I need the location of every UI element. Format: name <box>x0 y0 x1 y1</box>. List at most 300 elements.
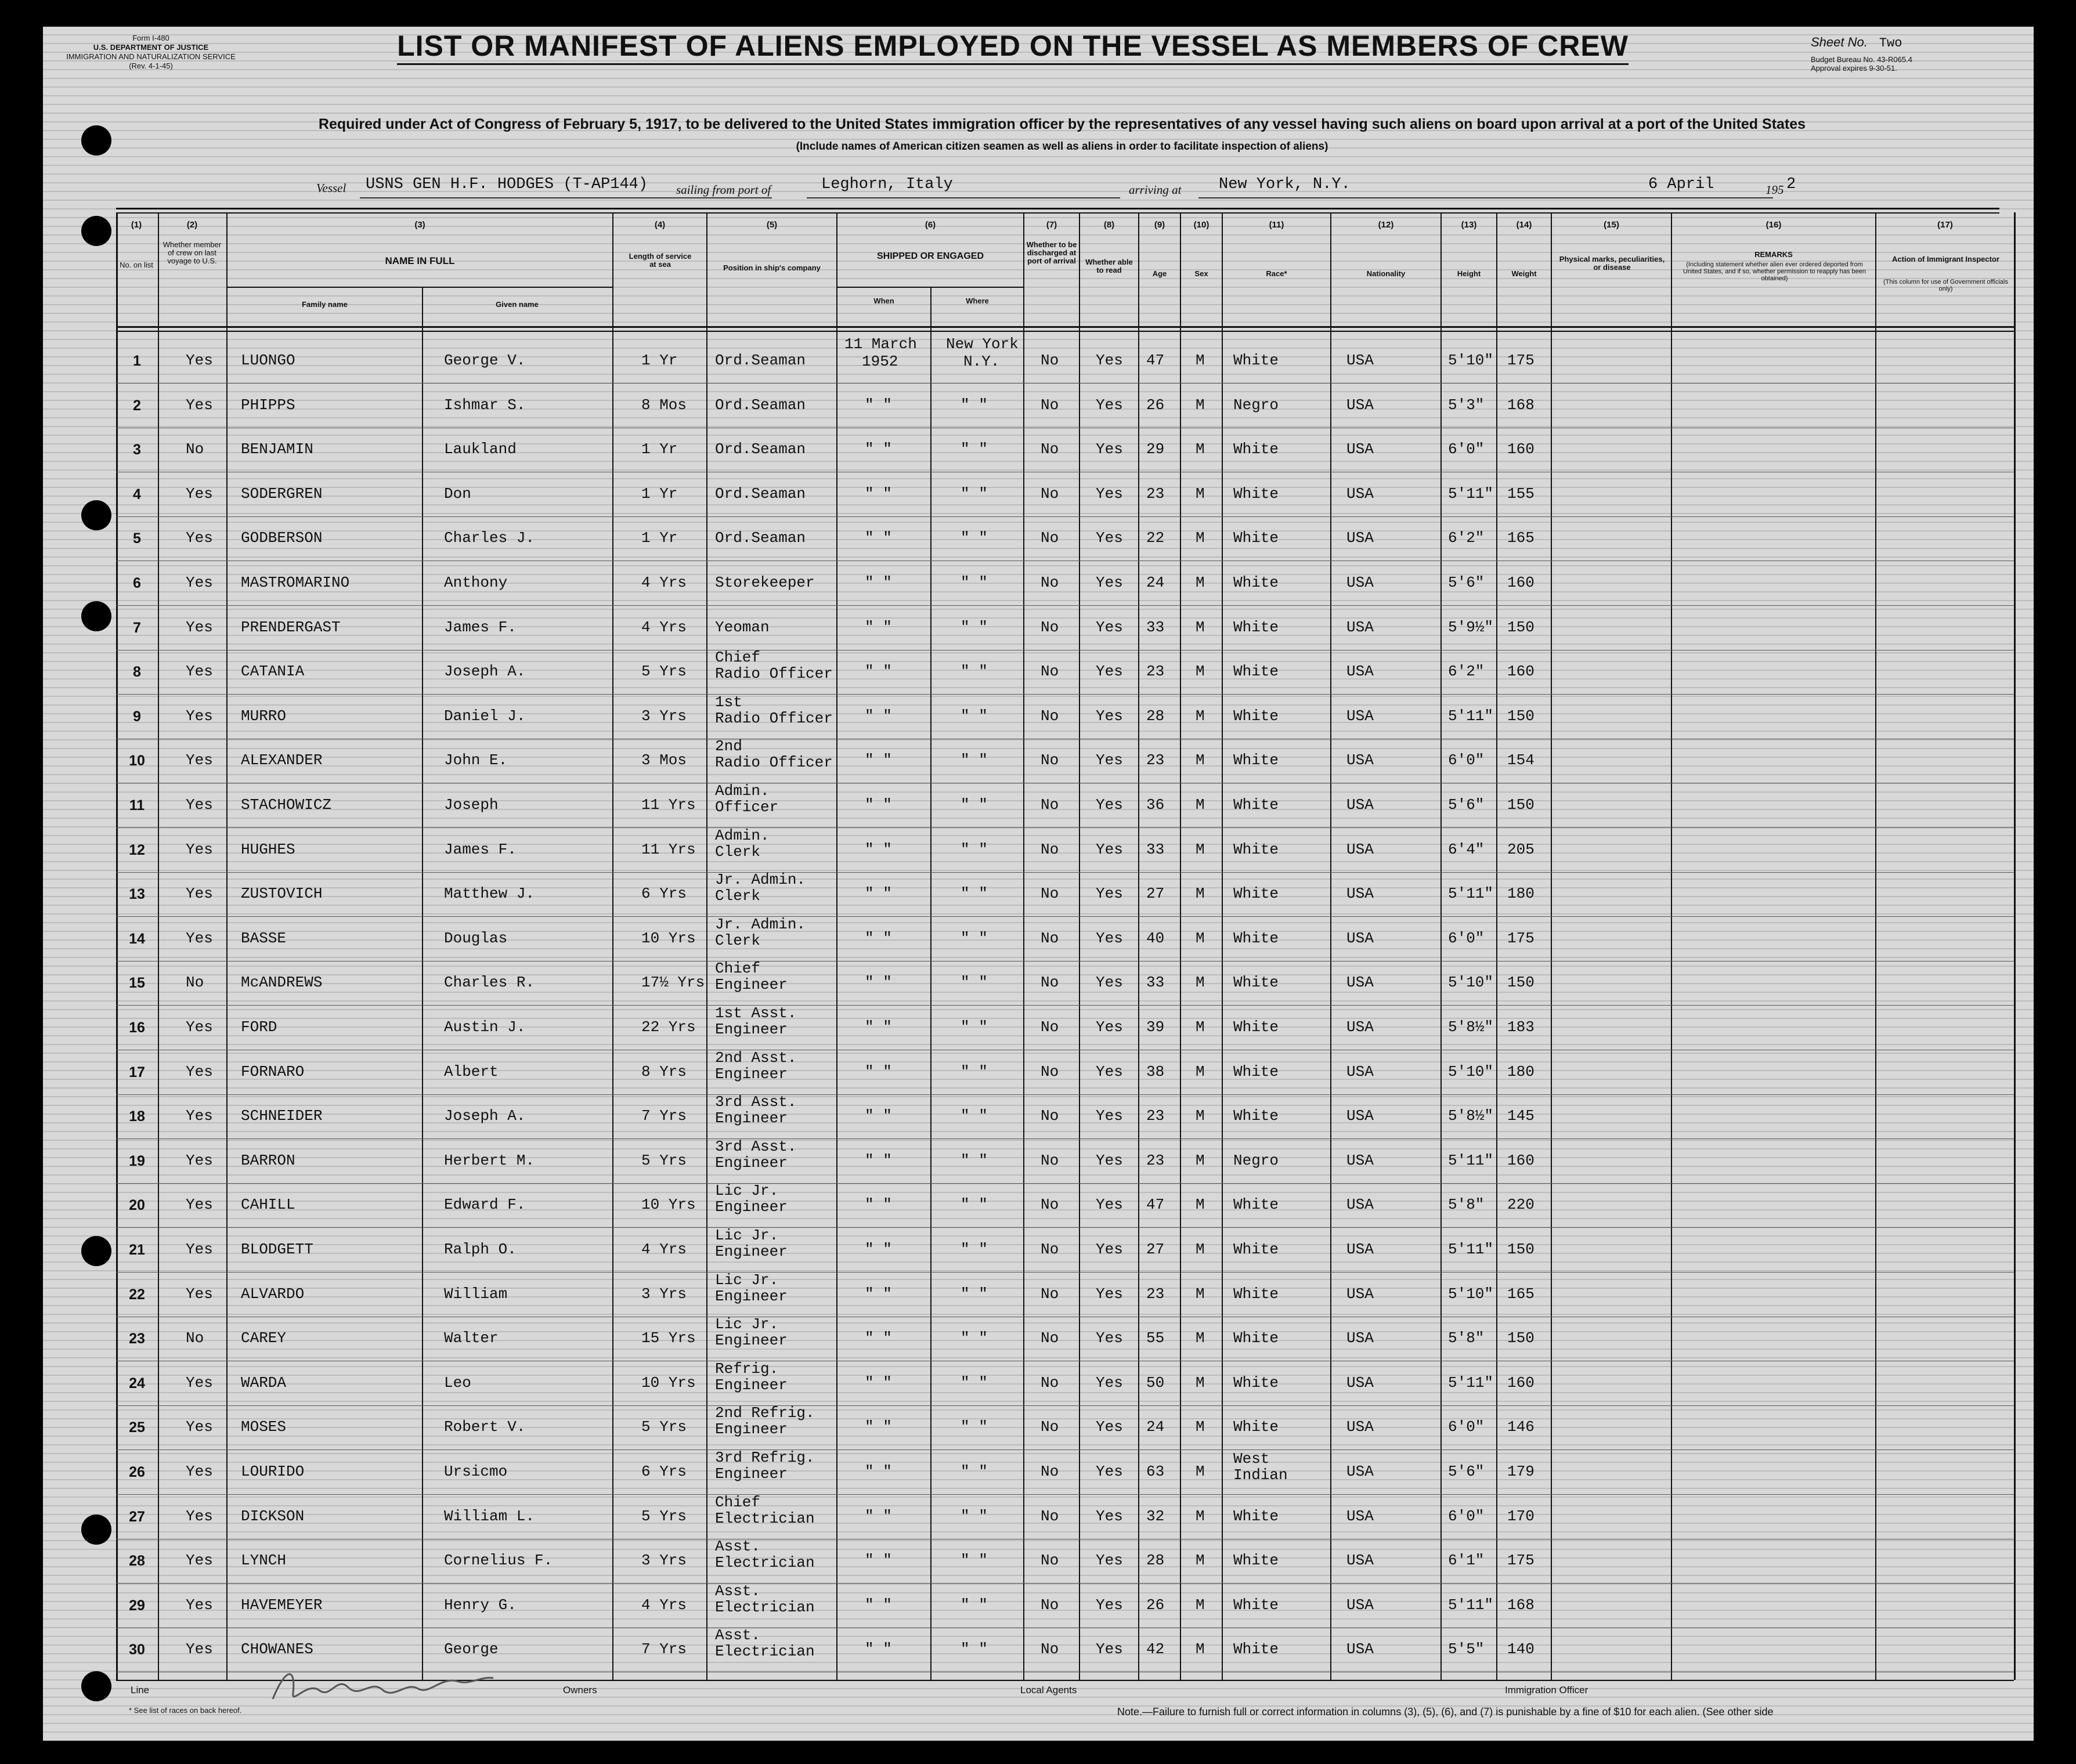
sex: M <box>1196 1018 1205 1036</box>
weight: 150 <box>1507 1241 1535 1258</box>
given-name: Walter <box>444 1329 499 1347</box>
sex: M <box>1196 1640 1205 1658</box>
position-line-1: Lic Jr. <box>715 1227 779 1244</box>
position-line-1: Chief <box>715 960 761 977</box>
position-line-1: Lic Jr. <box>715 1271 779 1289</box>
weight: 180 <box>1507 885 1535 902</box>
family-name: BENJAMIN <box>241 440 313 458</box>
position-line-1: 1st <box>715 693 742 711</box>
shipped-when: " " <box>865 1285 892 1303</box>
age: 42 <box>1146 1640 1165 1658</box>
sex: M <box>1196 1329 1205 1347</box>
sex: M <box>1196 707 1205 725</box>
height: 5'10" <box>1448 974 1494 991</box>
weight: 180 <box>1507 1063 1535 1080</box>
row-number: 17 <box>129 1064 145 1080</box>
age: 32 <box>1146 1508 1165 1525</box>
col-15-header: Physical marks, peculiarities, or disease <box>1559 255 1665 272</box>
budget-bureau <box>1811 55 1967 73</box>
length-of-service: 3 Yrs <box>641 1552 687 1569</box>
shipped-when: " " <box>865 707 892 725</box>
given-name: John E. <box>444 751 508 769</box>
discharged: No <box>1041 1329 1059 1347</box>
sheet-number-value: Two <box>1879 36 1902 50</box>
able-to-read: Yes <box>1096 707 1123 725</box>
shipped-where: " " <box>961 1241 988 1258</box>
vessel-label: Vessel <box>316 181 346 195</box>
sex: M <box>1196 396 1205 414</box>
age: 23 <box>1146 751 1165 769</box>
sex: M <box>1196 1552 1205 1569</box>
race: White <box>1233 1241 1279 1258</box>
discharged: No <box>1041 485 1059 503</box>
shipped-where: " " <box>961 485 988 503</box>
col-3-number: (3) <box>414 220 425 230</box>
family-name: WARDA <box>241 1374 287 1391</box>
row-number: 4 <box>133 486 141 503</box>
col-7-number: (7) <box>1046 220 1057 230</box>
length-of-service: 7 Yrs <box>641 1107 687 1125</box>
shipped-when: " " <box>865 1463 892 1480</box>
family-name: GODBERSON <box>241 529 323 547</box>
discharged: No <box>1041 707 1059 725</box>
punch-hole <box>81 1671 111 1701</box>
nationality: USA <box>1346 663 1374 680</box>
department: U.S. DEPARTMENT OF JUSTICE <box>93 43 209 52</box>
family-name: LYNCH <box>241 1552 287 1569</box>
family-name: MOSES <box>241 1418 287 1436</box>
weight: 175 <box>1507 930 1535 947</box>
col-5-number: (5) <box>766 220 778 230</box>
position-line-2: Radio Officer <box>715 665 833 682</box>
sailing-label: sailing from port of <box>676 183 771 197</box>
able-to-read: Yes <box>1096 1285 1123 1303</box>
row-number: 23 <box>129 1331 145 1347</box>
row-rule <box>116 872 2014 873</box>
age: 24 <box>1146 574 1165 591</box>
race: White <box>1233 1552 1279 1569</box>
position-line-2: Clerk <box>715 843 761 861</box>
column-rule <box>226 212 228 1680</box>
shipped-when: " " <box>865 1241 892 1258</box>
family-name: FORD <box>241 1018 277 1036</box>
row-number: 6 <box>133 575 141 591</box>
previous-voyage: Yes <box>186 1196 213 1213</box>
form-number: Form I-480 <box>132 34 169 42</box>
race: White <box>1233 707 1279 725</box>
height: 6'4" <box>1448 841 1485 858</box>
able-to-read: Yes <box>1096 1152 1123 1169</box>
weight: 170 <box>1507 1508 1535 1525</box>
race: Negro <box>1233 396 1279 414</box>
sailing-port: Leghorn, Italy <box>821 176 953 193</box>
shipped-when: " " <box>865 619 892 636</box>
punch-hole <box>81 500 111 530</box>
able-to-read: Yes <box>1096 841 1123 858</box>
shipped-where: " " <box>961 1063 988 1080</box>
age: 23 <box>1146 1107 1165 1125</box>
weight: 150 <box>1507 974 1535 991</box>
page-title: LIST OR MANIFEST OF ALIENS EMPLOYED ON THE VESSEL AS MEMBERS OF CREW <box>302 29 1724 63</box>
race-line-2: Indian <box>1233 1466 1288 1484</box>
position-line-1: 1st Asst. <box>715 1004 797 1022</box>
age: 28 <box>1146 707 1165 725</box>
row-rule <box>116 1449 2014 1450</box>
family-name: ALEXANDER <box>241 751 323 769</box>
position-line-1: Lic Jr. <box>715 1182 779 1199</box>
sex: M <box>1196 1596 1205 1614</box>
length-of-service: 10 Yrs <box>641 1196 696 1213</box>
column-rule <box>1496 212 1497 1680</box>
nationality: USA <box>1346 751 1374 769</box>
weight: 160 <box>1507 574 1535 591</box>
discharged: No <box>1041 396 1059 414</box>
shipped-where: " " <box>961 707 988 725</box>
given-name: Charles J. <box>444 529 535 547</box>
weight: 160 <box>1507 440 1535 458</box>
discharged: No <box>1041 440 1059 458</box>
discharged: No <box>1041 1374 1059 1391</box>
discharged: No <box>1041 1196 1059 1213</box>
nationality: USA <box>1346 396 1374 414</box>
col-5-header: Position in ship's company <box>723 263 821 272</box>
length-of-service: 22 Yrs <box>641 1018 696 1036</box>
length-of-service: 6 Yrs <box>641 885 687 902</box>
height: 6'0" <box>1448 440 1485 458</box>
shipped-where: " " <box>961 885 988 902</box>
approval-expiry: Approval expires 9-30-51. <box>1811 64 1897 73</box>
position: Ord.Seaman <box>715 352 806 369</box>
able-to-read: Yes <box>1096 1063 1123 1080</box>
discharged: No <box>1041 1596 1059 1614</box>
sex: M <box>1196 974 1205 991</box>
required-text: Required under Act of Congress of February 5, 1917, to be delivered to the United States immigration officer by the representatives of any vessel having such aliens on board upon arrival at a port of the United States <box>318 116 1806 132</box>
length-of-service: 5 Yrs <box>641 1152 687 1169</box>
race: White <box>1233 930 1279 947</box>
able-to-read: Yes <box>1096 1596 1123 1614</box>
given-name: Joseph <box>444 796 499 814</box>
footer-agents-label: Local Agents <box>1020 1685 1077 1696</box>
column-rule <box>1671 212 1672 1680</box>
punch-hole <box>81 601 111 631</box>
weight: 160 <box>1507 1152 1535 1169</box>
weight: 168 <box>1507 1596 1535 1614</box>
given-name: William <box>444 1285 508 1303</box>
row-rule <box>116 383 2014 384</box>
footer-officer-label: Immigration Officer <box>1505 1685 1588 1696</box>
position: Yeoman <box>715 619 770 636</box>
sex: M <box>1196 663 1205 680</box>
nationality: USA <box>1346 1418 1374 1436</box>
col-4-number: (4) <box>654 220 666 230</box>
sex: M <box>1196 1196 1205 1213</box>
weight: 160 <box>1507 1374 1535 1391</box>
nationality: USA <box>1346 574 1374 591</box>
given-name-header: Given name <box>496 300 539 309</box>
nationality: USA <box>1346 974 1374 991</box>
able-to-read: Yes <box>1096 1329 1123 1347</box>
height: 6'1" <box>1448 1552 1485 1569</box>
col-11-number: (11) <box>1269 220 1284 230</box>
family-name: STACHOWICZ <box>241 796 332 814</box>
row-number: 20 <box>129 1197 145 1213</box>
age: 33 <box>1146 841 1165 858</box>
service: IMMIGRATION AND NATURALIZATION SERVICE <box>66 52 236 61</box>
position-line-2: Clerk <box>715 887 761 905</box>
nationality: USA <box>1346 485 1374 503</box>
column-rule <box>1079 212 1080 1680</box>
position-line-1: Jr. Admin. <box>715 916 806 933</box>
row-number: 15 <box>129 975 145 991</box>
row-number: 10 <box>129 753 145 769</box>
column-rule <box>836 212 837 1680</box>
discharged: No <box>1041 1063 1059 1080</box>
position-line-2: Engineer <box>715 1065 788 1083</box>
weight: 146 <box>1507 1418 1535 1436</box>
length-of-service: 8 Mos <box>641 396 687 414</box>
row-rule <box>116 1494 2014 1495</box>
given-name: Anthony <box>444 574 508 591</box>
shipped-when: " " <box>865 529 892 547</box>
row-rule <box>116 1005 2014 1006</box>
footer-line-label: Line <box>131 1685 150 1696</box>
col-8-header: Whether able to read <box>1085 258 1133 274</box>
col-9-header: Age <box>1152 269 1167 278</box>
age: 26 <box>1146 1596 1165 1614</box>
weight: 183 <box>1507 1018 1535 1036</box>
weight: 175 <box>1507 352 1535 369</box>
position-line-1: Admin. <box>715 782 770 800</box>
given-name: James F. <box>444 841 517 858</box>
sex: M <box>1196 885 1205 902</box>
age: 55 <box>1146 1329 1165 1347</box>
nationality: USA <box>1346 1463 1374 1480</box>
race: White <box>1233 352 1279 369</box>
race: White <box>1233 1018 1279 1036</box>
row-number: 21 <box>129 1242 145 1258</box>
previous-voyage: Yes <box>186 1640 213 1658</box>
able-to-read: Yes <box>1096 885 1123 902</box>
sex: M <box>1196 440 1205 458</box>
shipped-where: " " <box>961 396 988 414</box>
column-rule <box>706 212 707 1680</box>
year-prefix: 195 <box>1765 183 1784 197</box>
previous-voyage: Yes <box>186 796 213 814</box>
col-8-number: (8) <box>1103 220 1115 230</box>
race: Negro <box>1233 1152 1279 1169</box>
sex: M <box>1196 574 1205 591</box>
nationality: USA <box>1346 841 1374 858</box>
revision: (Rev. 4-1-45) <box>129 62 173 70</box>
shipped-where: " " <box>961 1107 988 1125</box>
previous-voyage: Yes <box>186 1418 213 1436</box>
race-line-1: West <box>1233 1450 1270 1467</box>
previous-voyage: Yes <box>186 1241 213 1258</box>
col-13-number: (13) <box>1461 220 1477 230</box>
race: White <box>1233 1063 1279 1080</box>
discharged: No <box>1041 930 1059 947</box>
length-of-service: 1 Yr <box>641 485 678 503</box>
nationality: USA <box>1346 1107 1374 1125</box>
family-name: PHIPPS <box>241 396 295 414</box>
able-to-read: Yes <box>1096 619 1123 636</box>
weight: 150 <box>1507 1329 1535 1347</box>
form-identifier <box>55 34 247 71</box>
length-of-service: 10 Yrs <box>641 1374 696 1391</box>
row-number: 18 <box>129 1108 145 1125</box>
discharged: No <box>1041 1508 1059 1525</box>
row-rule <box>116 605 2014 606</box>
given-name: Joseph A. <box>444 1107 526 1125</box>
shipped-where-line-2: N.Y. <box>963 353 1000 370</box>
col-16-subheader: (Including statement whether alien ever ordered deported from United States, and if so, whether permission to reapply has been obtained) <box>1683 261 1866 282</box>
discharged: No <box>1041 1107 1059 1125</box>
shipped-where: " " <box>961 663 988 680</box>
previous-voyage: Yes <box>186 1463 213 1480</box>
shipped-when: " " <box>865 841 892 858</box>
previous-voyage: Yes <box>186 396 213 414</box>
previous-voyage: Yes <box>186 930 213 947</box>
nationality: USA <box>1346 1508 1374 1525</box>
length-of-service: 4 Yrs <box>641 619 687 636</box>
previous-voyage: Yes <box>186 1374 213 1391</box>
row-number: 19 <box>129 1153 145 1169</box>
position-line-2: Electrician <box>715 1510 815 1527</box>
shipped-where: " " <box>961 1596 988 1614</box>
shipped-when: " " <box>865 1640 892 1658</box>
given-name: Daniel J. <box>444 707 526 725</box>
position-line-1: Admin. <box>715 827 770 844</box>
handwritten-signature <box>261 1658 505 1711</box>
weight: 150 <box>1507 707 1535 725</box>
weight: 179 <box>1507 1463 1535 1480</box>
given-name: Ursicmo <box>444 1463 508 1480</box>
col-16-header: REMARKS <box>1754 250 1793 259</box>
manifest-sheet <box>43 27 2034 1741</box>
shipped-where: " " <box>961 751 988 769</box>
row-number: 1 <box>133 353 141 369</box>
column-rule <box>1330 212 1331 1680</box>
discharged: No <box>1041 1463 1059 1480</box>
shipped-where: " " <box>961 529 988 547</box>
weight: 175 <box>1507 1552 1535 1569</box>
discharged: No <box>1041 1241 1059 1258</box>
sex: M <box>1196 1152 1205 1169</box>
nationality: USA <box>1346 1063 1374 1080</box>
row-number: 16 <box>129 1020 145 1036</box>
shipped-where: " " <box>961 1152 988 1169</box>
weight: 145 <box>1507 1107 1535 1125</box>
race: White <box>1233 1374 1279 1391</box>
height: 6'0" <box>1448 1508 1485 1525</box>
previous-voyage: No <box>186 440 204 458</box>
age: 22 <box>1146 529 1165 547</box>
able-to-read: Yes <box>1096 529 1123 547</box>
row-number: 5 <box>133 530 141 547</box>
col-13-header: Height <box>1457 269 1481 278</box>
previous-voyage: Yes <box>186 1596 213 1614</box>
race: White <box>1233 440 1279 458</box>
discharged: No <box>1041 751 1059 769</box>
given-name: Austin J. <box>444 1018 526 1036</box>
where-header: Where <box>966 297 989 305</box>
col-6-number: (6) <box>925 220 936 230</box>
given-name: Joseph A. <box>444 663 526 680</box>
shipped-where: " " <box>961 841 988 858</box>
position-line-1: Chief <box>715 1494 761 1511</box>
column-rule <box>422 287 423 1680</box>
family-name: MURRO <box>241 707 287 725</box>
weight: 205 <box>1507 841 1535 858</box>
row-rule <box>116 1138 2014 1139</box>
discharged: No <box>1041 1552 1059 1569</box>
length-of-service: 6 Yrs <box>641 1463 687 1480</box>
race: White <box>1233 974 1279 991</box>
previous-voyage: Yes <box>186 574 213 591</box>
shipped-where: " " <box>961 1285 988 1303</box>
able-to-read: Yes <box>1096 485 1123 503</box>
col-10-number: (10) <box>1193 220 1210 230</box>
shipped-when: " " <box>865 663 892 680</box>
race: White <box>1233 1196 1279 1213</box>
position-line-2: Engineer <box>715 1376 788 1394</box>
weight: 154 <box>1507 751 1535 769</box>
race: White <box>1233 485 1279 503</box>
length-of-service: 11 Yrs <box>641 841 696 858</box>
shipped-when: " " <box>865 440 892 458</box>
column-rule <box>1875 212 1876 1680</box>
arriving-label: arriving at <box>1129 183 1182 197</box>
nationality: USA <box>1346 1596 1374 1614</box>
able-to-read: Yes <box>1096 1552 1123 1569</box>
given-name: Ralph O. <box>444 1241 517 1258</box>
height: 5'11" <box>1448 485 1494 503</box>
nationality: USA <box>1346 1152 1374 1169</box>
position-line-2: Electrician <box>715 1643 815 1660</box>
col-17-subheader: (This column for use of Government officials only) <box>1883 279 2008 292</box>
sex: M <box>1196 485 1205 503</box>
family-name: ZUSTOVICH <box>241 885 323 902</box>
weight: 220 <box>1507 1196 1535 1213</box>
row-rule <box>116 1094 2014 1095</box>
given-name: George <box>444 1640 499 1658</box>
shipped-when: " " <box>865 974 892 991</box>
arrival-date: 6 April <box>1648 176 1714 193</box>
family-name: LOURIDO <box>241 1463 305 1480</box>
age: 26 <box>1146 396 1165 414</box>
discharged: No <box>1041 1285 1059 1303</box>
shipped-when-line-1: 11 March <box>844 335 917 353</box>
punch-hole <box>81 1236 111 1266</box>
family-name-header: Family name <box>302 300 348 309</box>
position-line-1: Refrig. <box>715 1360 779 1378</box>
col-12-header: Nationality <box>1366 269 1406 278</box>
height: 5'6" <box>1448 1463 1485 1480</box>
discharged: No <box>1041 529 1059 547</box>
shipped-where: " " <box>961 574 988 591</box>
position: Ord.Seaman <box>715 396 806 414</box>
family-name: SODERGREN <box>241 485 323 503</box>
given-name: Albert <box>444 1063 499 1080</box>
shipped-when: " " <box>865 1508 892 1525</box>
given-name: Charles R. <box>444 974 535 991</box>
punch-hole <box>81 216 111 246</box>
able-to-read: Yes <box>1096 352 1123 369</box>
length-of-service: 1 Yr <box>641 529 678 547</box>
discharged: No <box>1041 841 1059 858</box>
col-4-header: Length of service at sea <box>629 252 692 269</box>
height: 5'9½" <box>1448 619 1494 636</box>
